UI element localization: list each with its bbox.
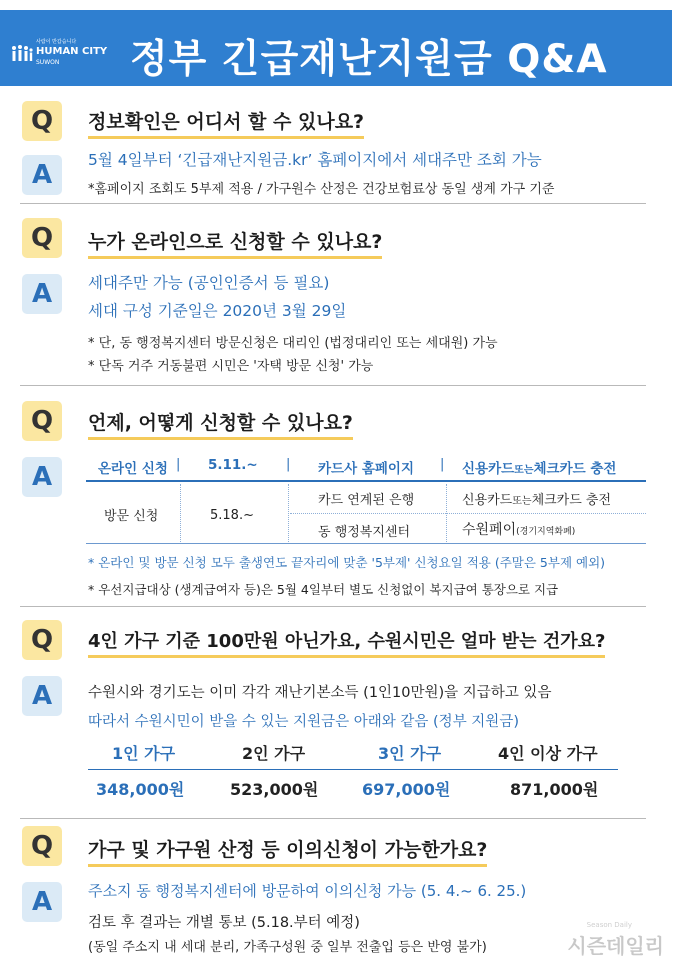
- visit-place-bank: 카드 연계된 은행: [318, 493, 415, 508]
- answer-2a: 세대주만 가능 (공인인증서 등 필요): [88, 274, 330, 292]
- divider: [20, 203, 646, 204]
- amount-value: 871,000원: [510, 780, 599, 799]
- separator-bar: |: [176, 457, 181, 472]
- note-3-blue: * 온라인 및 방문 신청 모두 출생연도 끝자리에 맞춘 '5부제' 신청요일 적용 (주말은 5부제 예외): [88, 555, 606, 570]
- answer-5: 주소지 동 행정복지센터에 방문하여 이의신청 가능 (5. 4.~ 6. 25.): [88, 882, 527, 900]
- online-date: 5.11.~: [208, 457, 258, 473]
- q-badge: Q: [22, 401, 62, 441]
- people-logo-icon: [10, 42, 34, 66]
- table-divider: [180, 484, 181, 542]
- question-3: 언제, 어떻게 신청할 수 있나요?: [88, 408, 353, 438]
- question-4: 4인 가구 기준 100만원 아닌가요, 수원시민은 얼마 받는 건가요?: [88, 627, 605, 656]
- online-label: 온라인 신청: [98, 461, 168, 477]
- amount-value: 348,000원: [96, 780, 185, 799]
- divider: [20, 606, 646, 607]
- a-badge: A: [22, 457, 62, 497]
- watermark: 시즌데일리: [567, 934, 664, 958]
- table-rule: [86, 480, 646, 482]
- divider: [20, 385, 646, 386]
- table-rule: [86, 543, 646, 544]
- logo-slogan: 사람이 반갑습니다: [36, 39, 77, 45]
- note-1: *홈페이지 조회도 5부제 적용 / 가구원수 산정은 건강보험료상 동일 생계 가구 기준: [88, 182, 555, 197]
- amount-label: 4인 이상 가구: [498, 744, 598, 763]
- answer-4b: 따라서 수원시민이 받을 수 있는 지원금은 아래와 같음 (정부 지원금): [88, 714, 519, 730]
- table-rule: [88, 769, 618, 770]
- logo-city: SUWON: [36, 59, 60, 66]
- separator-bar: |: [286, 457, 291, 472]
- table-row-divider: [290, 513, 646, 514]
- header-banner: [0, 10, 672, 86]
- visit-date: 5.18.~: [210, 508, 254, 523]
- online-charge: 신용카드또는체크카드 충전: [462, 461, 617, 477]
- q-badge: Q: [22, 218, 62, 258]
- watermark-small: Season Daily: [586, 921, 632, 929]
- online-site: 카드사 홈페이지: [318, 461, 414, 477]
- note-2a: * 단, 동 행정복지센터 방문신청은 대리인 (법정대리인 또는 세대원) 가능: [88, 336, 498, 351]
- question-1: 정보확인은 어디서 할 수 있나요?: [88, 107, 364, 137]
- logo-name: HUMAN CITY: [36, 46, 108, 57]
- a-badge: A: [22, 676, 62, 716]
- page-title: 정부 긴급재난지원금 Q&A: [130, 37, 608, 82]
- answer-4a: 수원시와 경기도는 이미 각각 재난기본소득 (1인10만원)을 지급하고 있음: [88, 685, 552, 701]
- visit-place-center: 동 행정복지센터: [318, 525, 411, 540]
- answer-2b: 세대 구성 기준일은 2020년 3월 29일: [88, 302, 347, 320]
- q-badge: Q: [22, 620, 62, 660]
- q-badge: Q: [22, 826, 62, 866]
- exception-note: (동일 주소지 내 세대 분리, 가족구성원 중 일부 전출입 등은 반영 불가): [88, 940, 487, 955]
- amount-label: 2인 가구: [242, 744, 306, 763]
- amount-label: 3인 가구: [378, 744, 442, 763]
- separator-bar: |: [440, 457, 445, 472]
- visit-charge-card: 신용카드또는체크카드 충전: [462, 493, 612, 508]
- visit-charge-pay: 수원페이(경기지역화폐): [462, 522, 576, 538]
- amount-label: 1인 가구: [112, 744, 176, 763]
- question-5: 가구 및 가구원 산정 등 이의신청이 가능한가요?: [88, 835, 487, 865]
- a-badge: A: [22, 882, 62, 922]
- note-3: * 우선지급대상 (생계급여자 등)은 5월 4일부터 별도 신청없이 복지급여 통장으로 지급: [88, 582, 559, 597]
- note-2b: * 단독 거주 거동불편 시민은 '자택 방문 신청' 가능: [88, 359, 374, 374]
- visit-label: 방문 신청: [104, 509, 159, 524]
- table-divider: [288, 484, 289, 542]
- divider: [20, 818, 646, 819]
- a-badge: A: [22, 155, 62, 195]
- q-badge: Q: [22, 101, 62, 141]
- amount-value: 523,000원: [230, 780, 319, 799]
- suwon-logo: [10, 38, 110, 72]
- result-notice: 검토 후 결과는 개별 통보 (5.18.부터 예정): [88, 915, 360, 931]
- amount-value: 697,000원: [362, 780, 451, 799]
- question-2: 누가 온라인으로 신청할 수 있나요?: [88, 227, 382, 257]
- answer-1: 5월 4일부터 ‘긴급재난지원금.kr’ 홈페이지에서 세대주만 조회 가능: [88, 151, 542, 169]
- a-badge: A: [22, 274, 62, 314]
